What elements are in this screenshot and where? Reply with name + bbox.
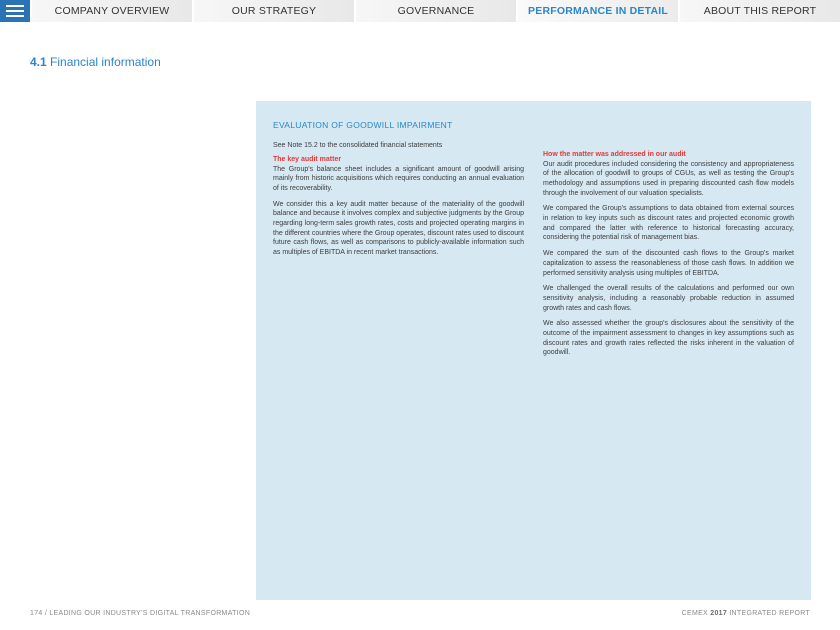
footer-year: 2017 <box>710 610 728 617</box>
section-name: Financial information <box>50 55 161 69</box>
paragraph: We consider this a key audit matter because of the materiality of the goodwill balance and because it involves complex and subjective judgments by the Group regarding long-term sales growth rates, costs and projected operating margins in the different countries where the Group operates, discount rates used to discount future cash flows, as well as comparisons to publicly-available information such as multiples of EBITDA in recent market transactions. <box>273 200 524 257</box>
tab-about-this-report[interactable]: ABOUT THIS REPORT <box>678 0 840 22</box>
paragraph: We compared the Group's assumptions to data obtained from external sources in relation to key inputs such as discount rates and projected economic growth and compared the latter with reference to historical forecasting accuracy, considering the potential risk of management bias. <box>543 205 794 242</box>
paragraph: The Group's balance sheet includes a significant amount of goodwill arising mainly from historic acquisitions which requires conducting an annual evaluation of its recoverability. <box>273 165 524 192</box>
audit-response-column <box>543 150 794 364</box>
footer-page-label: 174 / LEADING OUR INDUSTRY'S DIGITAL TRANSFORMATION <box>30 610 251 617</box>
top-navigation <box>0 0 840 22</box>
tab-governance[interactable]: GOVERNANCE <box>354 0 516 22</box>
note-reference: See Note 15.2 to the consolidated financial statements <box>273 142 443 149</box>
audit-matter-panel <box>256 101 811 600</box>
menu-bar <box>6 10 24 12</box>
key-audit-matter-heading: The key audit matter <box>273 156 342 163</box>
footer-report-name: INTEGRATED REPORT <box>729 610 810 617</box>
section-number: 4.1 <box>30 55 47 69</box>
footer-report-label <box>682 610 810 617</box>
tab-company-overview[interactable]: COMPANY OVERVIEW <box>30 0 192 22</box>
tab-our-strategy[interactable]: OUR STRATEGY <box>192 0 354 22</box>
paragraph: We compared the sum of the discounted cash flows to the Group's market capitalization to assess the reasonableness of those cash flows. In addition we performed sensitivity analysis using multiples of EBITDA. <box>543 250 794 277</box>
menu-bar <box>6 15 24 17</box>
paragraph: We also assessed whether the group's disclosures about the sensitivity of the outcome of the impairment assessment to changes in key assumptions such as discount rates and growth rates reflected the risks inherent in the valuation of goodwill. <box>543 320 794 357</box>
audit-response-heading: How the matter was addressed in our audit <box>543 151 686 158</box>
key-audit-matter-column <box>273 155 524 264</box>
menu-bar <box>6 5 24 7</box>
section-title <box>30 55 161 69</box>
paragraph: We challenged the overall results of the calculations and performed our own sensitivity analysis, including a reasonably probable reduction in assumed growth rates and cash flows. <box>543 285 794 312</box>
panel-title: EVALUATION OF GOODWILL IMPAIRMENT <box>273 120 453 130</box>
tab-performance-in-detail[interactable]: PERFORMANCE IN DETAIL <box>516 0 678 22</box>
paragraph: Our audit procedures included considering the consistency and appropriateness of the allocation of goodwill to groups of CGUs, as well as testing the Group's methodology and assumptions used in preparing discounted cash flow models through the involvement of our valuation specialists. <box>543 160 794 197</box>
footer-brand: CEMEX <box>681 610 709 617</box>
hamburger-menu-icon[interactable] <box>0 0 30 22</box>
